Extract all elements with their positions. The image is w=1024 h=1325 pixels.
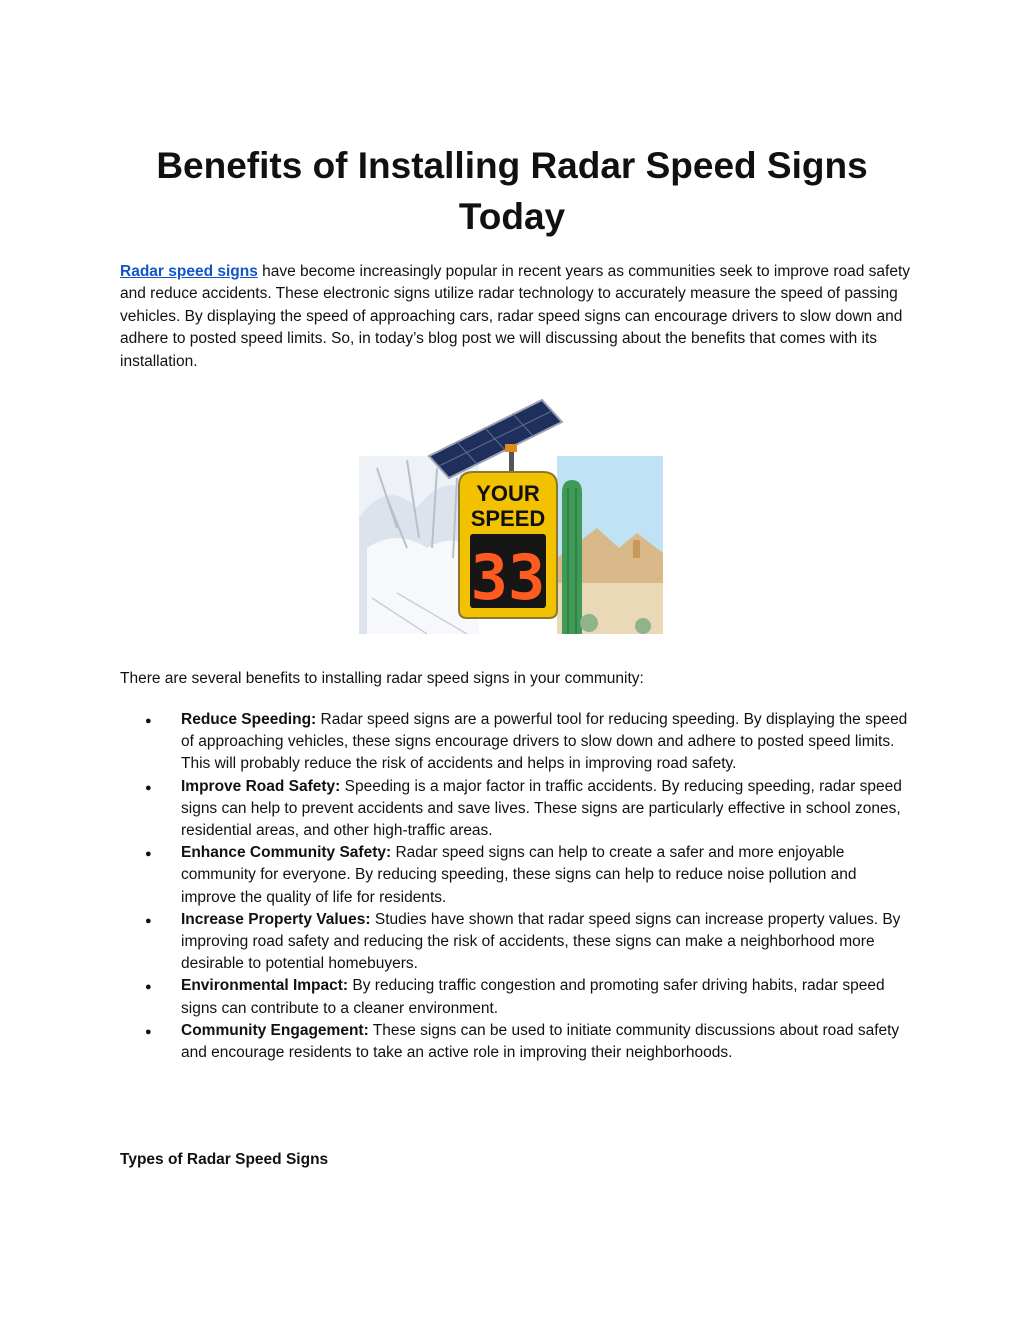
solar-panel: [429, 400, 562, 478]
bullet-icon: ●: [145, 848, 152, 861]
bullet-icon: ●: [145, 781, 152, 794]
benefits-list: [120, 709, 910, 1064]
benefits-lead: There are several benefits to installing radar speed signs in your community:: [120, 670, 644, 687]
benefit-item: [120, 975, 910, 1019]
benefit-title: Enhance Community Safety:: [181, 844, 392, 862]
benefit-item: [120, 909, 910, 976]
desert-scene: [557, 456, 663, 634]
sign-line2: SPEED: [470, 506, 546, 531]
benefit-text: Speeding is a major factor in traffic accidents. By reducing speeding, radar speed signs can help to prevent accidents and save lives. These signs are particularly effective in school zones, residential areas, and other high-traffic areas.: [181, 777, 902, 840]
sign-line1: YOUR: [476, 481, 540, 506]
intro-paragraph: [120, 261, 910, 373]
benefit-item: [120, 842, 910, 909]
section-heading: Types of Radar Speed Signs: [120, 1151, 329, 1168]
benefit-text: These signs can be used to initiate community discussions about road safety and encourage residents to take an active role in improving their neighborhoods.: [181, 1021, 900, 1062]
benefit-text: Studies have shown that radar speed signs can increase property values. By improving road safety and reducing the risk of accidents, these signs can make a neighborhood more desirable to potential homebuyers.: [181, 910, 901, 973]
benefit-text: By reducing traffic congestion and promoting safer driving habits, radar speed signs can contribute to a cleaner environment.: [181, 977, 885, 1017]
your-speed-sign: [459, 472, 557, 618]
benefit-title: Improve Road Safety:: [181, 777, 341, 795]
benefit-title: Reduce Speeding:: [181, 711, 317, 728]
intro-text: have become increasingly popular in recent years as communities seek to improve road safety and reduce accidents. These electronic signs utilize radar technology to accurately measure the speed of passing vehicles. By displaying the speed of approaching cars, radar speed signs can encourage drivers to slow down and adhere to posted speed limits. So, in today’s blog post we will discussing about the benefits that comes with its installation.: [120, 263, 911, 370]
radar-speed-sign-image: [357, 398, 665, 636]
benefit-text: Radar speed signs are a powerful tool for reducing speeding. By displaying the speed of approaching vehicles, these signs encourage drivers to slow down and adhere to posted speed limits. This will probably reduce the risk of accidents and helps in improving road safety.: [181, 711, 908, 773]
benefit-title: Community Engagement:: [181, 1021, 369, 1039]
benefit-item: [120, 1020, 910, 1064]
benefit-title: Environmental Impact:: [181, 977, 349, 995]
page-title: Benefits of Installing Radar Speed Signs Today: [156, 145, 868, 237]
bullet-icon: ●: [145, 715, 152, 727]
speed-reading: 33: [470, 541, 546, 614]
benefit-item: [120, 709, 910, 776]
bullet-icon: ●: [145, 914, 152, 927]
bullet-icon: ●: [145, 1025, 152, 1038]
radar-speed-signs-link[interactable]: Radar speed signs: [120, 263, 258, 280]
benefit-item: [120, 776, 910, 843]
bullet-icon: ●: [145, 981, 152, 994]
benefit-text: Radar speed signs can help to create a safer and more enjoyable community for everyone. By reducing speeding, these signs can help to reduce noise pollution and improve the quality of life for residents.: [181, 844, 857, 906]
benefit-title: Increase Property Values:: [181, 910, 371, 928]
